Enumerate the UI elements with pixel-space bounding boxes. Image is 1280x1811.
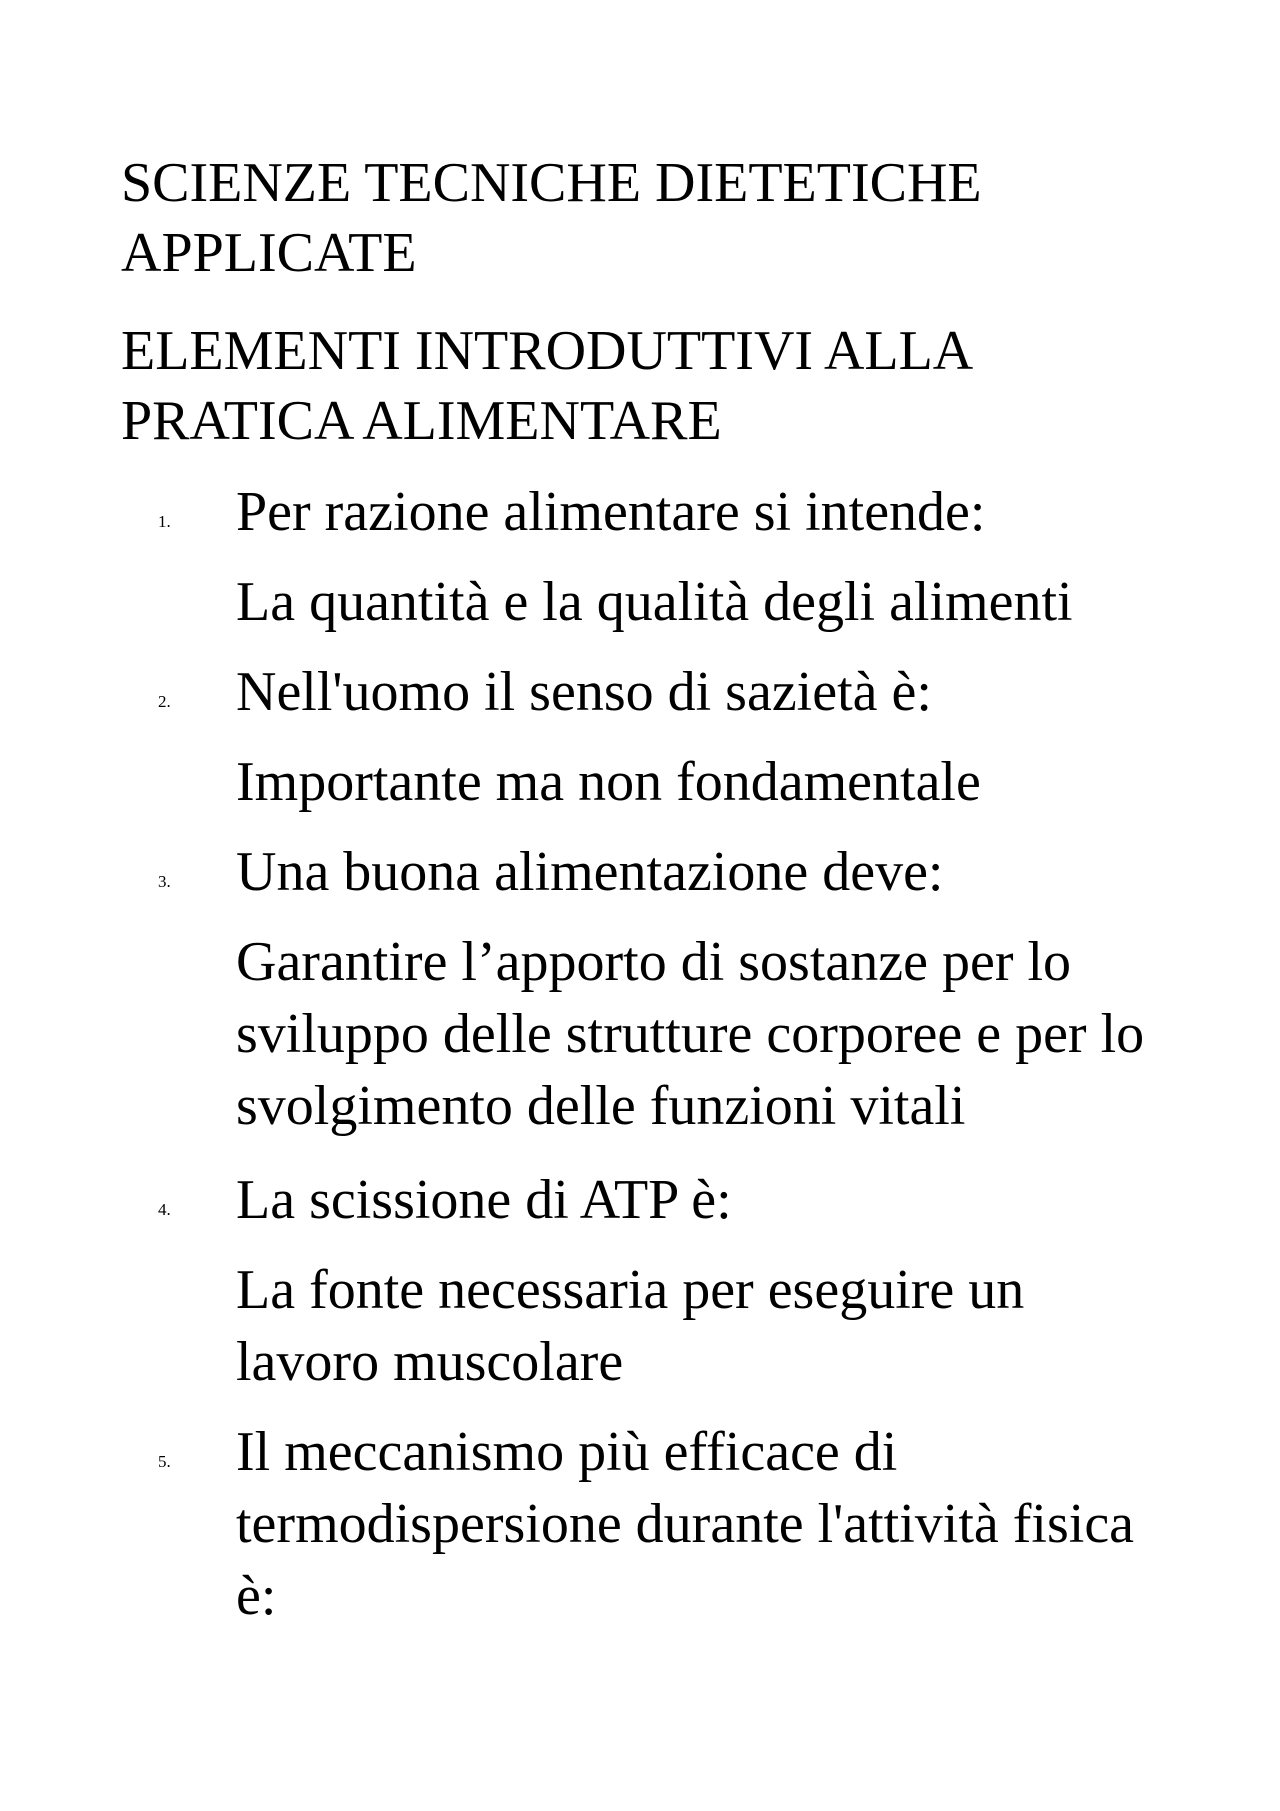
question-text: La scissione di ATP è: xyxy=(236,1169,732,1231)
question-text: Nell'uomo il senso di sazietà è: xyxy=(236,661,932,723)
question-number: 4. xyxy=(158,1200,171,1219)
document-title: SCIENZE TECNICHE DIETETICHE APPLICATE xyxy=(121,152,982,284)
question-text: Una buona alimentazione deve: xyxy=(236,841,944,903)
document-subtitle: ELEMENTI INTRODUTTIVI ALLA PRATICA ALIMENTARE xyxy=(121,320,971,452)
question-text: Per razione alimentare si intende: xyxy=(236,481,986,543)
answer-text: La fonte necessaria per eseguire un lavoro muscolare xyxy=(236,1259,1025,1393)
answer-text: Garantire l’apporto di sostanze per lo sviluppo delle strutture corporee e per lo svolgimento delle funzioni vitali xyxy=(236,931,1145,1137)
answer-text: Importante ma non fondamentale xyxy=(236,751,981,813)
question-number: 3. xyxy=(158,872,171,891)
question-number: 5. xyxy=(158,1452,171,1471)
question-number: 2. xyxy=(158,692,171,711)
question-text: Il meccanismo più efficace di termodispersione durante l'attività fisica è: xyxy=(236,1421,1135,1627)
answer-text: La quantità e la qualità degli alimenti xyxy=(236,571,1073,633)
question-number: 1. xyxy=(158,512,171,531)
